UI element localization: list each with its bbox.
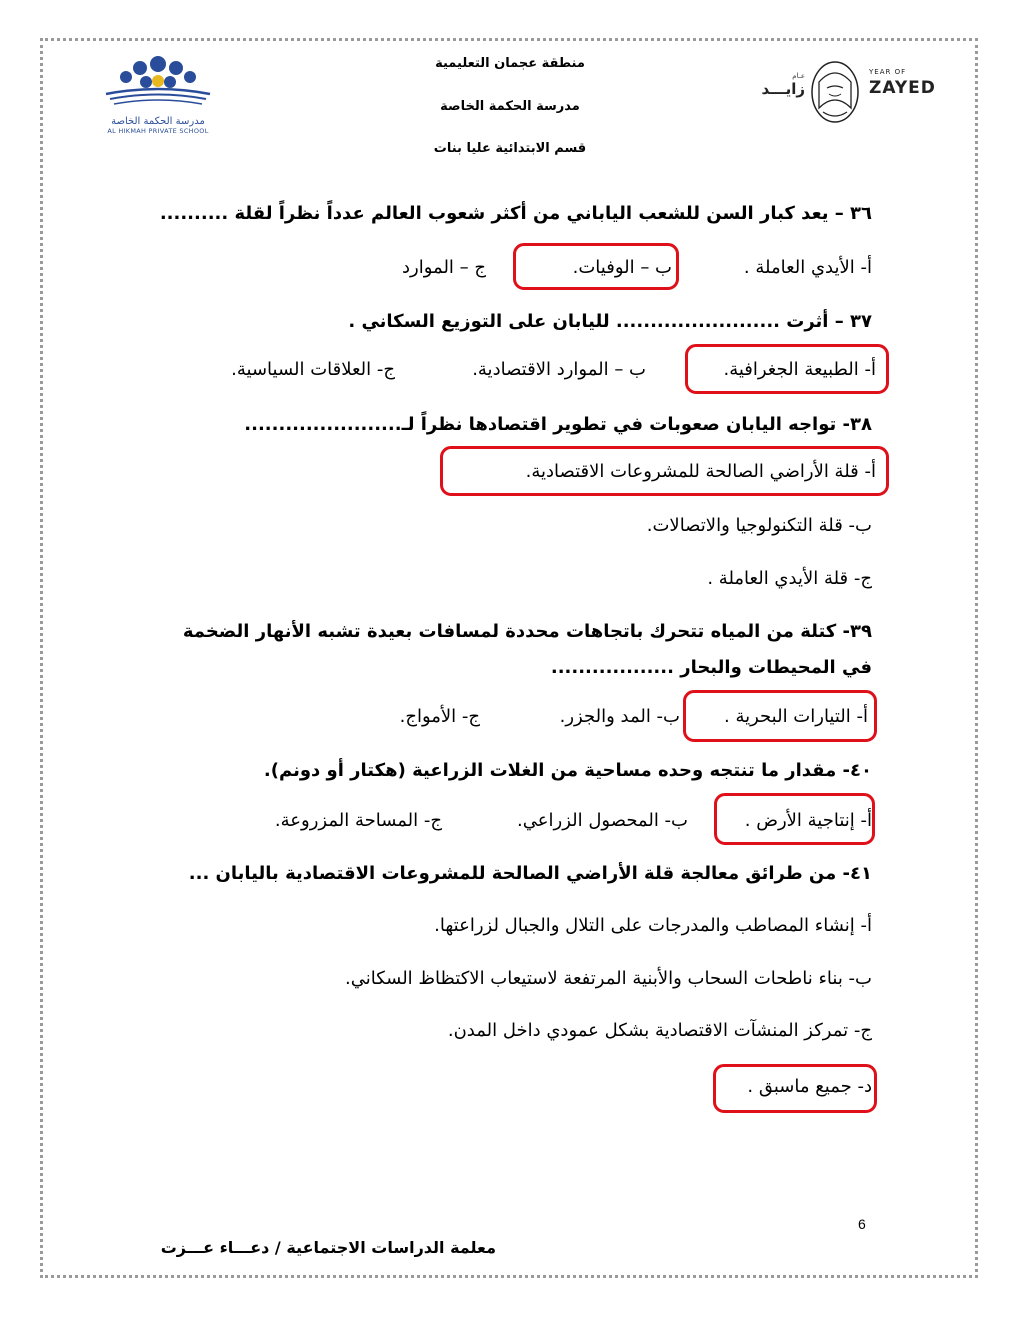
q37-option-b: ب – الموارد الاقتصادية. (472, 359, 646, 380)
q38-option-a: أ- قلة الأراضي الصالحة للمشروعات الاقتصادية. (525, 461, 876, 482)
school-logo-emblem-icon (96, 54, 220, 112)
question-41: ٤١- من طرائق معالجة قلة الأراضي الصالحة للمشروعات الاقتصادية باليابان ... (188, 863, 872, 884)
q39-option-b: ب- المد والجزر. (559, 706, 680, 727)
header-section-name: قسم الابتدائية عليا بنات (433, 141, 587, 156)
q39-option-a: أ- التيارات البحرية . (724, 706, 868, 727)
teacher-signature: معلمة الدراسات الاجتماعية / دعـــاء عـــزت (160, 1238, 496, 1257)
school-logo-arabic: مدرسة الحكمة الخاصة (111, 116, 205, 127)
q40-option-c: ج- المساحة المزروعة. (274, 810, 442, 831)
question-36: ٣٦ – يعد كبار السن للشعب الياباني من أكثر شعوب العالم عدداً نظراً لقلة .......... (159, 203, 872, 224)
page-number: 6 (858, 1216, 866, 1232)
q40-option-b: ب- المحصول الزراعي. (517, 810, 688, 831)
question-39-line1: ٣٩- كتلة من المياه تتحرك باتجاهات محددة لمسافات بعيدة تشبه الأنهار الضخمة (182, 621, 872, 642)
q37-option-c: ج- العلاقات السياسية. (231, 359, 395, 380)
year-logo-small-label: YEAR OF (869, 68, 907, 76)
q38-option-c: ج- قلة الأيدي العاملة . (707, 568, 872, 589)
year-logo-big-label: ZAYED (869, 78, 936, 98)
question-38: ٣٨- تواجه اليابان صعوبات في تطوير اقتصادها نظراً لـ....................... (244, 414, 872, 435)
q41-option-d: د- جميع ماسبق . (747, 1076, 872, 1097)
q40-option-a: أ- إنتاجية الأرض . (744, 810, 872, 831)
q41-option-b: ب- بناء ناطحات السحاب والأبنية المرتفعة لاستيعاب الاكتظاظ السكاني. (344, 968, 872, 989)
q39-option-c: ج- الأمواج. (399, 706, 480, 727)
question-39-line2: في المحيطات والبحار .................. (550, 657, 872, 678)
q36-option-c: ج – الموارد (402, 257, 486, 278)
q36-option-a: أ- الأيدي العاملة . (743, 257, 872, 278)
school-logo (96, 54, 220, 135)
q41-option-c: ج- تمركز المنشآت الاقتصادية بشكل عمودي داخل المدن. (447, 1020, 872, 1041)
year-of-zayed-logo (733, 60, 943, 130)
question-40: ٤٠- مقدار ما تنتجه وحده مساحية من الغلات الزراعية (هكتار أو دونم). (263, 760, 872, 781)
year-logo-arabic-big: زايـــد (761, 80, 805, 98)
q36-option-b: ب – الوفيات. (572, 257, 672, 278)
q41-option-a: أ- إنشاء المصاطب والمدرجات على التلال والجبال لزراعتها. (434, 915, 872, 936)
q37-option-a: أ- الطبيعة الجغرافية. (723, 359, 876, 380)
school-logo-english: AL HIKMAH PRIVATE SCHOOL (107, 127, 209, 135)
question-37: ٣٧ – أثرت ........................ لليابان على التوزيع السكاني . (348, 311, 872, 332)
header-school-name: مدرسة الحكمة الخاصة (440, 99, 580, 114)
q38-option-b: ب- قلة التكنولوجيا والاتصالات. (646, 515, 872, 536)
year-logo-arabic-small: عـام (792, 72, 805, 80)
header-region-title: منطقة عجمان التعليمية (435, 56, 585, 71)
sheikh-zayed-portrait-icon (809, 60, 861, 124)
